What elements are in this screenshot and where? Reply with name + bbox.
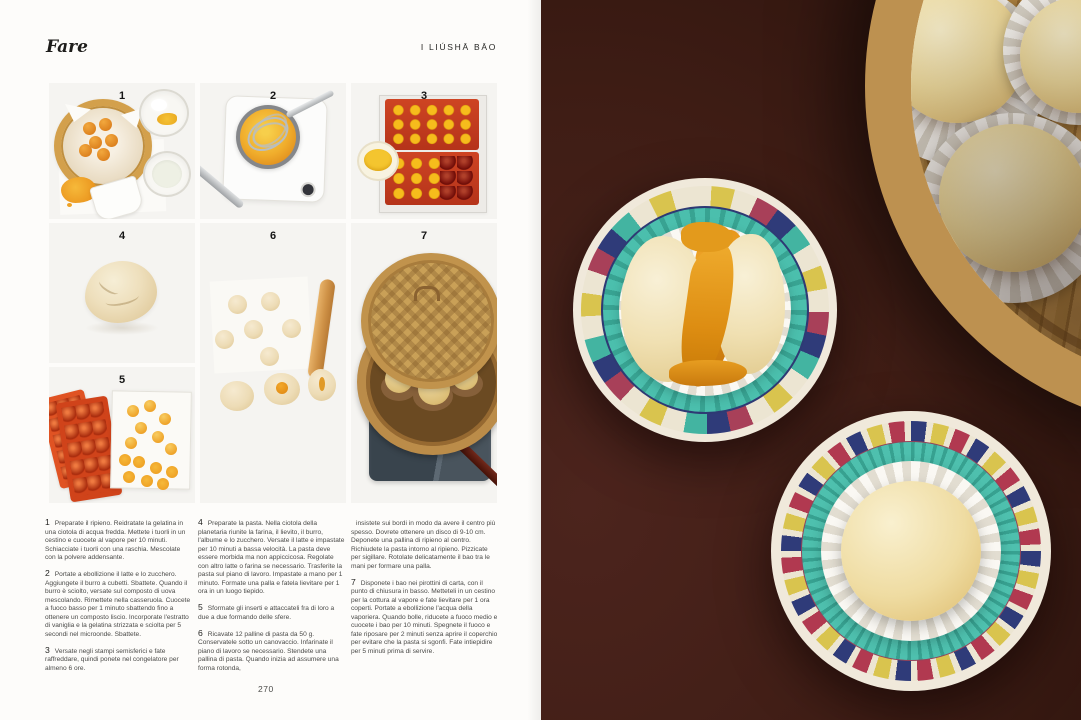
custard-spill-top	[681, 222, 733, 252]
step-paragraph-5	[198, 602, 345, 622]
step-paragraph-7	[351, 577, 498, 657]
step-text: Preparate la pasta. Nella ciotola della planetaria riunite la farina, il lievito, il burro, l'albume e lo zucchero. Versate il latte e impastate per 10 minuti a bassa velocità. La pasta deve essere morbida ma non appiccicosa. Regolate con altro latte o farina se necessario. Trasferite la pasta sul piano di lavoro. Impastate a mano per 1 minuto. Formate una palla e fatela lievitare per 1 ora in un luogo tiepido.	[198, 520, 345, 595]
instructions-column-1	[45, 517, 192, 679]
instructions-column-2	[198, 517, 345, 679]
step-number: 3	[45, 644, 50, 655]
plate-broken-bun	[573, 178, 837, 442]
step-text: Versate negli stampi semisferici e fate raffreddare, quindi ponete nel congelatore per almeno 6 ore.	[45, 647, 179, 672]
plate-whole-bun	[771, 411, 1051, 691]
egg-yolk	[105, 134, 118, 147]
pinched-bun	[308, 369, 336, 401]
hero-photo-page	[541, 0, 1081, 720]
step-number: 1	[45, 517, 50, 527]
step-number-7: 7	[420, 230, 428, 242]
broken-bao-bun	[629, 234, 781, 386]
step-number-6: 6	[269, 230, 277, 242]
silicone-mold-filled	[385, 99, 479, 150]
hotplate-knob	[302, 184, 313, 195]
step-paragraph-1	[45, 517, 192, 563]
kneaded-dough	[85, 261, 157, 323]
step-number: 5	[198, 602, 203, 612]
bowl-gelatin	[143, 151, 191, 197]
step-photo-shaping	[200, 223, 346, 503]
recipe-title: I LIÚSHĀ BĀO	[420, 42, 497, 52]
step-number: 7	[351, 576, 356, 587]
rolled-disc	[220, 381, 254, 411]
step-paragraph-6	[198, 628, 345, 674]
egg-yolk	[83, 122, 96, 135]
lid-handle	[414, 286, 440, 301]
step-number-4: 4	[118, 230, 126, 242]
step-paragraph-6-continued	[351, 517, 498, 571]
egg-yolk	[99, 118, 112, 131]
step-paragraph-4	[198, 517, 345, 597]
step-number-2: 2	[269, 90, 277, 102]
step-text: Preparate il ripieno. Reidratate la gelatina in una ciotola di acqua fredda. Mettete i tuorli in un cestino e cuocete al vapore per 10 minuti. Schiacciate i tuorli con una raschia. Mescolate con la polvere addensante.	[45, 520, 186, 561]
step-text: Sformate gli inserti e attaccateli fra di loro a due a due formando delle sfere.	[198, 605, 335, 621]
instructions-column-3	[351, 517, 498, 662]
step-number: 6	[198, 627, 203, 638]
egg-yolk	[79, 144, 92, 157]
egg-yolk	[97, 148, 110, 161]
step-number: 4	[198, 517, 203, 527]
disc-with-filling	[264, 373, 300, 405]
step-paragraph-3	[45, 645, 192, 674]
step-photo-ingredients	[49, 83, 195, 219]
step-text: Disponete i bao nei pirottini di carta, con il punto di chiusura in basso. Metteteli in un cestino per la cottura al vapore e fate lievitare per 1 ora coperti. Portate a ebollizione l'acqua della vaporiera. Quando bolle, riducete a fuoco medio e cuocete i bao per 10 minuti. Spegnete il fuoco e fate riposare per 2 minuti senza aprire il coperchio per evitare che la pasta si sgonfi. Fate intiepidire per 5 minuti prima di servire.	[351, 579, 498, 655]
step-photo-filled-molds	[351, 83, 497, 219]
page-spine-shadow	[527, 0, 541, 720]
bamboo-steamer	[865, 0, 1081, 432]
section-label: Fare	[46, 37, 88, 57]
step-photo-custard-pan	[200, 83, 346, 219]
step-number: 2	[45, 568, 50, 578]
step-photo-steaming	[351, 223, 497, 503]
custard-cup	[357, 141, 399, 181]
step-text: Ricavate 12 palline di pasta da 50 g. Conservatele sotto un canovaccio. Infarinate il piano di lavoro se necessario. Stendete una pallina di pasta. Quando inizia ad assumere una forma rotonda,	[198, 630, 339, 672]
step-number-5: 5	[118, 374, 126, 386]
bao-bun	[841, 481, 981, 621]
bowl-starch	[139, 89, 189, 137]
step-number-3: 3	[420, 90, 428, 102]
silicone-mold-partial	[385, 152, 479, 205]
step-photo-dough-ball	[49, 223, 195, 363]
step-text: insistete sui bordi in modo da avere il centro più spesso. Dovrete ottenere un disco di 9-10 cm. Deponete una pallina di ripieno al centro. Richiudete la pasta intorno al ripieno. Pizzicate per sigillare. Rotolate delicatamente il bao tra le mani per formare una palla.	[351, 520, 496, 570]
step-text: Portate a ebollizione il latte e lo zucchero. Aggiungete il burro a cubetti. Sbattete. Quando il burro è sciolto, versate sul composto di uova mescolando. Rimettete nella casseruola. Cuocete a fuoco basso per 1 minuto sbattendo fino a ottenere un composto liscio. Incorporate l'estratto di vaniglia e la gelatina strizzata e sciolta per 5 secondi nel microonde. Sbattete.	[45, 571, 191, 638]
step-number-1: 1	[118, 90, 126, 102]
rolling-pin	[307, 278, 336, 379]
page-number: 270	[258, 684, 274, 694]
steamer-lid	[361, 253, 497, 389]
step-paragraph-2	[45, 568, 192, 639]
step-photo-unmolded-filling	[49, 367, 195, 503]
